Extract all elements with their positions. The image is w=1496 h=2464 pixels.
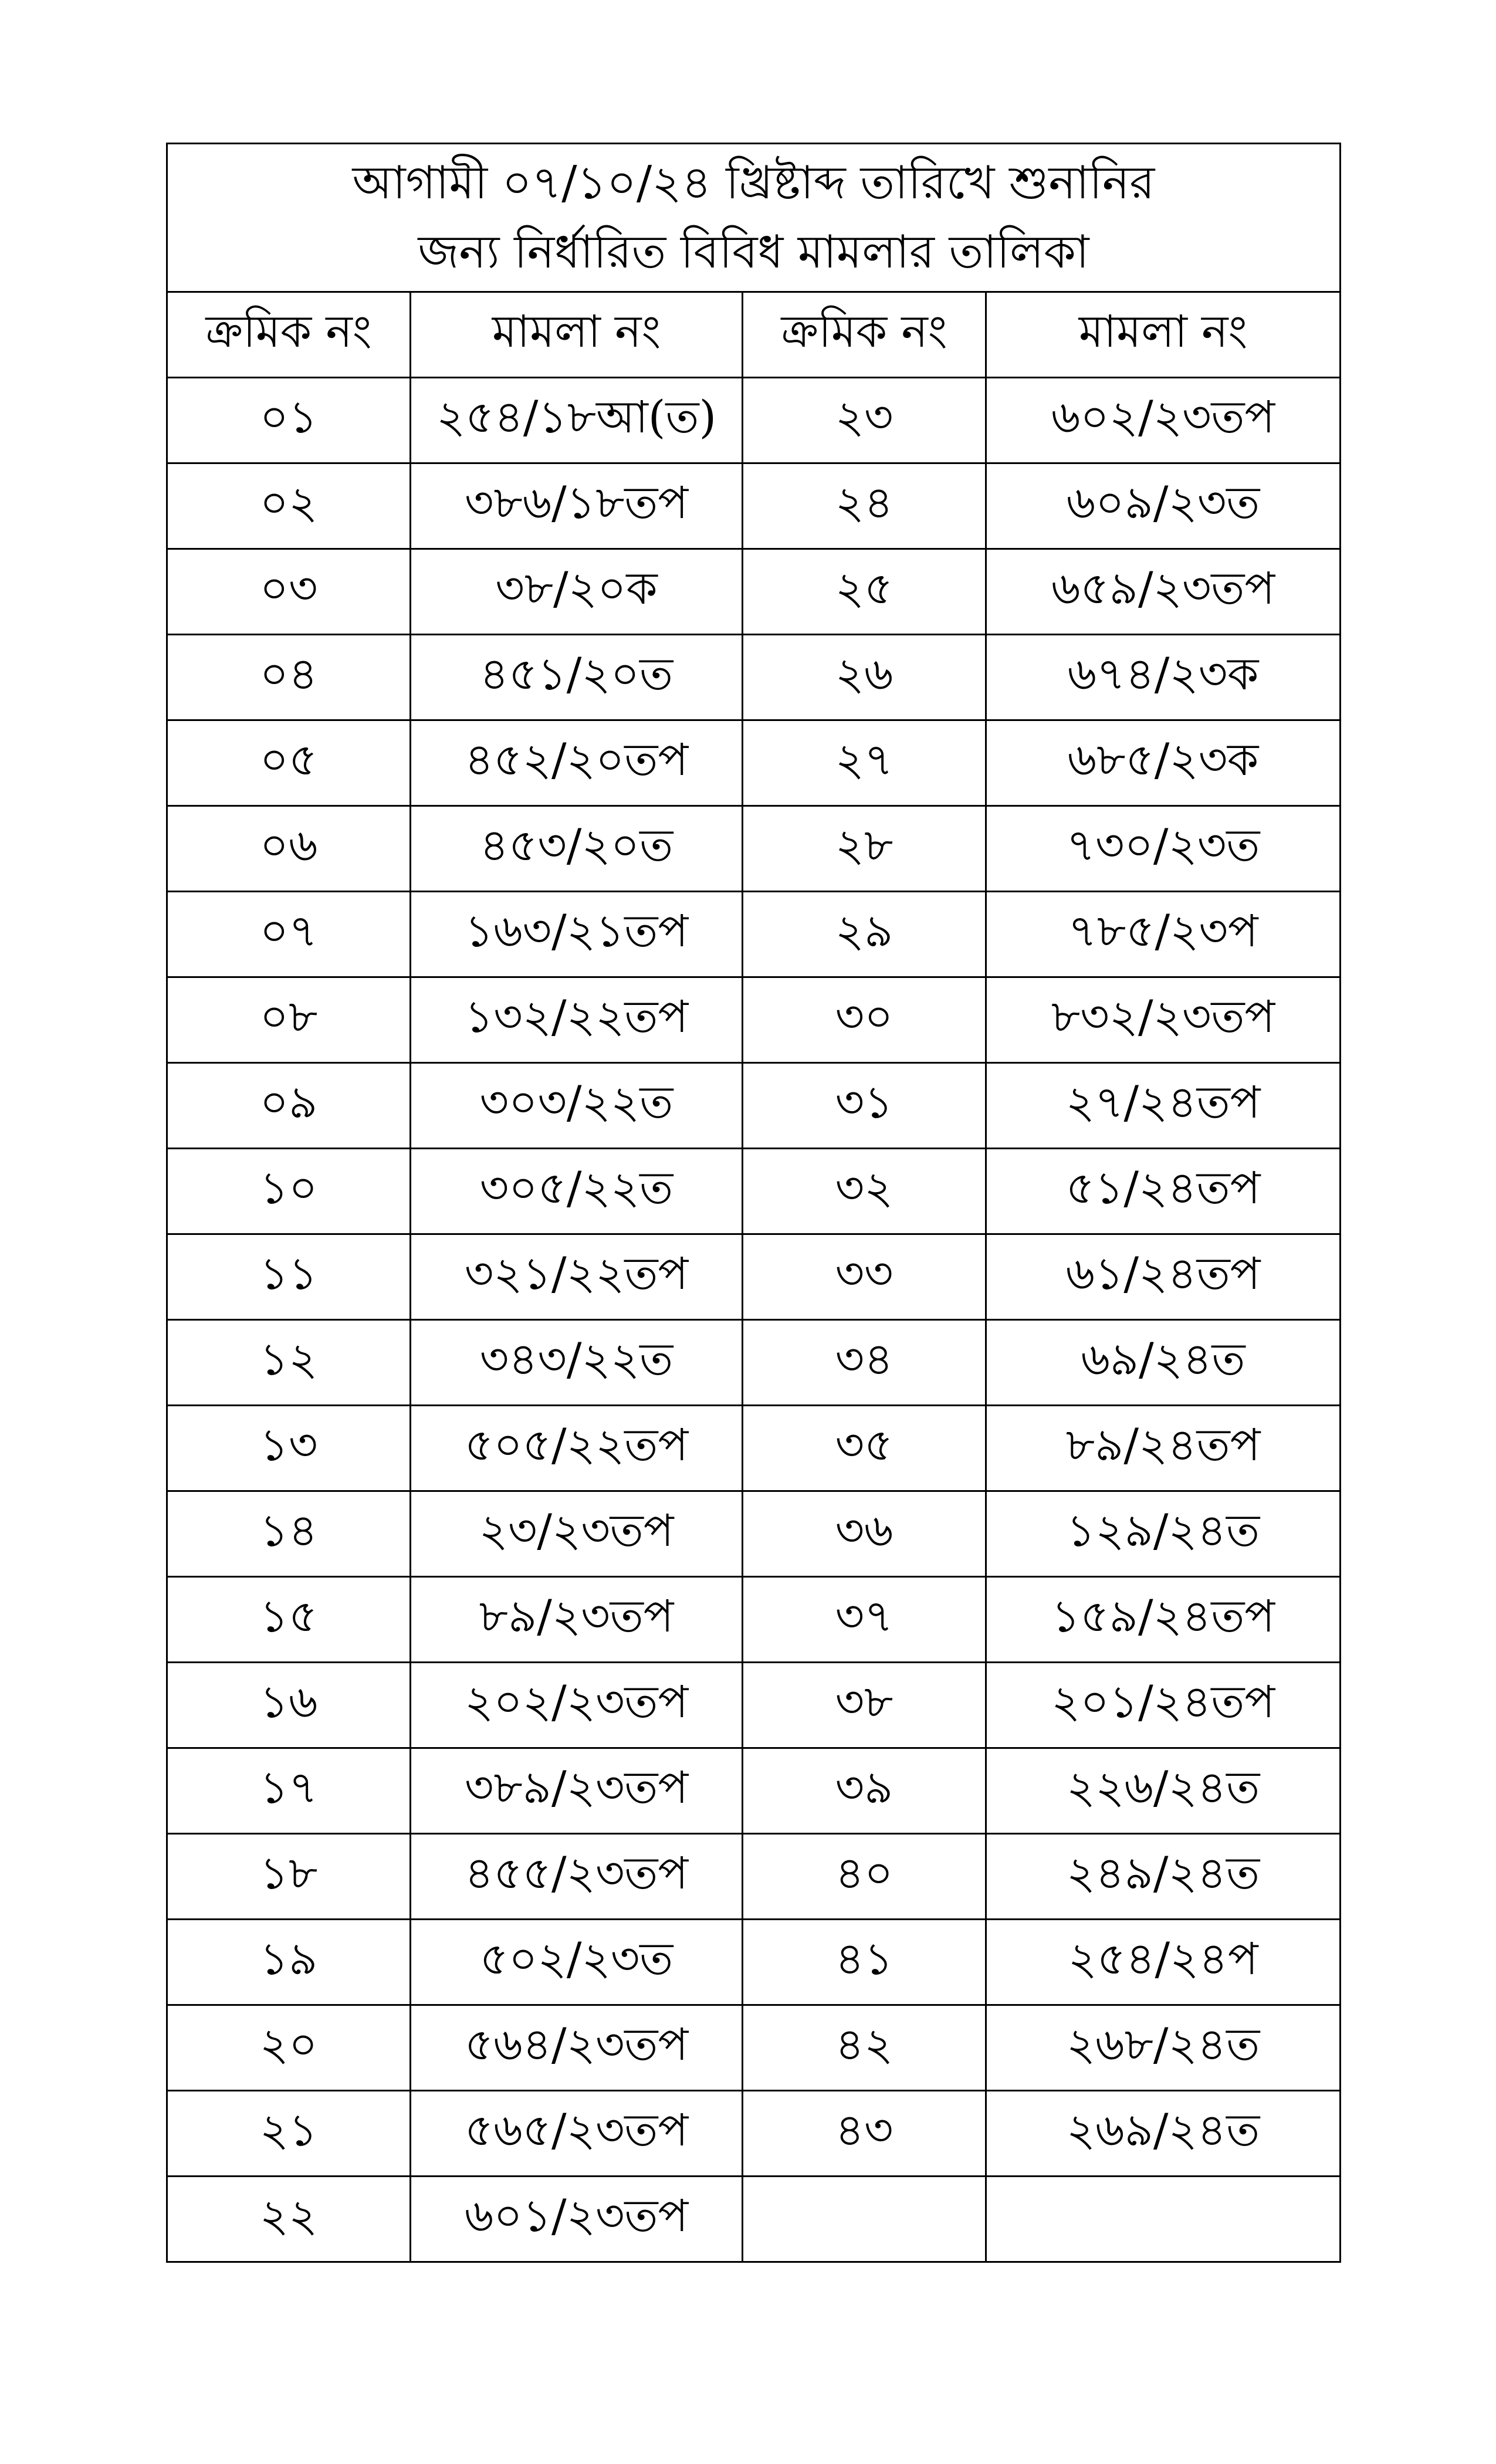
serial-cell-right: ৩৬ (743, 1491, 986, 1577)
case-cell-right: ৭৮৫/২৩প (986, 892, 1341, 977)
serial-cell-left: ০৮ (167, 977, 411, 1063)
case-cell-right: ১৫৯/২৪তপ (986, 1577, 1341, 1663)
serial-cell-left: ০৭ (167, 892, 411, 977)
table-row (167, 1834, 1341, 1920)
case-cell-right: ৬১/২৪তপ (986, 1234, 1341, 1320)
serial-cell-right (743, 2177, 986, 2262)
table-row (167, 1406, 1341, 1491)
case-cell-right: ২৭/২৪তপ (986, 1063, 1341, 1149)
serial-cell-left: ০৩ (167, 549, 411, 635)
table-row (167, 463, 1341, 549)
serial-cell-right: ৩৫ (743, 1406, 986, 1491)
serial-cell-left: ২১ (167, 2091, 411, 2177)
table-row (167, 1320, 1341, 1406)
serial-cell-right: ৩৪ (743, 1320, 986, 1406)
case-cell-left: ৪৫২/২০তপ (411, 720, 743, 806)
header-serial-left: ক্রমিক নং (167, 292, 411, 378)
table-row (167, 549, 1341, 635)
case-cell-left: ১৩২/২২তপ (411, 977, 743, 1063)
table-row (167, 977, 1341, 1063)
serial-cell-right: ৩১ (743, 1063, 986, 1149)
case-cell-right: ২৬৮/২৪ত (986, 2005, 1341, 2091)
case-cell-left: ৪৫৫/২৩তপ (411, 1834, 743, 1920)
serial-cell-left: ১২ (167, 1320, 411, 1406)
serial-cell-right: ৩২ (743, 1149, 986, 1234)
table-row (167, 378, 1341, 463)
case-cell-left: ৩০৩/২২ত (411, 1063, 743, 1149)
serial-cell-right: ৪৩ (743, 2091, 986, 2177)
case-cell-right: ২০১/২৪তপ (986, 1663, 1341, 1748)
table-row (167, 1577, 1341, 1663)
case-cell-right: ৬৯/২৪ত (986, 1320, 1341, 1406)
serial-cell-right: ২৭ (743, 720, 986, 806)
serial-cell-left: ০৯ (167, 1063, 411, 1149)
case-cell-left: ৩০৫/২২ত (411, 1149, 743, 1234)
serial-cell-right: ২৬ (743, 635, 986, 720)
case-cell-left: ২০২/২৩তপ (411, 1663, 743, 1748)
serial-cell-right: ২৯ (743, 892, 986, 977)
case-cell-left: ৩৮৯/২৩তপ (411, 1748, 743, 1834)
case-cell-left: ৫৬৪/২৩তপ (411, 2005, 743, 2091)
serial-cell-left: ১৯ (167, 1920, 411, 2005)
table-row (167, 2177, 1341, 2262)
table-title (167, 144, 1341, 292)
serial-cell-right: ৪১ (743, 1920, 986, 2005)
serial-cell-right: ২৮ (743, 806, 986, 892)
serial-cell-left: ২০ (167, 2005, 411, 2091)
hearing-list-sheet (166, 143, 1339, 2263)
table-row (167, 806, 1341, 892)
table-row (167, 1663, 1341, 1748)
serial-cell-right: ২৪ (743, 463, 986, 549)
column-header-row (167, 292, 1341, 378)
case-cell-left: ৮৯/২৩তপ (411, 1577, 743, 1663)
case-cell-right: ২৪৯/২৪ত (986, 1834, 1341, 1920)
case-cell-left: ২৫৪/১৮আ(ত) (411, 378, 743, 463)
serial-cell-left: ০২ (167, 463, 411, 549)
case-cell-right (986, 2177, 1341, 2262)
case-cell-right: ৭৩০/২৩ত (986, 806, 1341, 892)
title-line-1: আগামী ০৭/১০/২৪ খ্রিষ্টাব্দ তারিখে শুনানির (352, 157, 1155, 209)
serial-cell-left: ১৪ (167, 1491, 411, 1577)
serial-cell-right: ৩৮ (743, 1663, 986, 1748)
table-row (167, 1920, 1341, 2005)
case-cell-right: ৬৭৪/২৩ক (986, 635, 1341, 720)
case-cell-right: ৮৯/২৪তপ (986, 1406, 1341, 1491)
case-cell-left: ৪৫৩/২০ত (411, 806, 743, 892)
table-row (167, 892, 1341, 977)
header-case-left: মামলা নং (411, 292, 743, 378)
serial-cell-right: ৩৭ (743, 1577, 986, 1663)
table-row (167, 1234, 1341, 1320)
serial-cell-left: ১০ (167, 1149, 411, 1234)
case-cell-left: ৩২১/২২তপ (411, 1234, 743, 1320)
title-row (167, 144, 1341, 292)
serial-cell-left: ০৬ (167, 806, 411, 892)
case-cell-right: ৬৮৫/২৩ক (986, 720, 1341, 806)
serial-cell-right: ৩৯ (743, 1748, 986, 1834)
title-line-2: জন্য নির্ধারিত বিবিধ মামলার তালিকা (418, 226, 1089, 279)
serial-cell-left: ১৩ (167, 1406, 411, 1491)
case-cell-right: ৬০২/২৩তপ (986, 378, 1341, 463)
case-cell-right: ৬৫৯/২৩তপ (986, 549, 1341, 635)
table-row (167, 2005, 1341, 2091)
table-row (167, 2091, 1341, 2177)
header-serial-right: ক্রমিক নং (743, 292, 986, 378)
serial-cell-right: ২৫ (743, 549, 986, 635)
case-cell-left: ৩৮৬/১৮তপ (411, 463, 743, 549)
serial-cell-right: ৪০ (743, 1834, 986, 1920)
case-cell-left: ৩৪৩/২২ত (411, 1320, 743, 1406)
case-list-table (166, 143, 1341, 2263)
serial-cell-right: ২৩ (743, 378, 986, 463)
case-cell-left: ৩৮/২০ক (411, 549, 743, 635)
case-cell-right: ২৫৪/২৪প (986, 1920, 1341, 2005)
case-cell-right: ৮৩২/২৩তপ (986, 977, 1341, 1063)
serial-cell-right: ৩৩ (743, 1234, 986, 1320)
serial-cell-left: ১১ (167, 1234, 411, 1320)
case-cell-left: ৪৫১/২০ত (411, 635, 743, 720)
header-case-right: মামলা নং (986, 292, 1341, 378)
serial-cell-left: ০৫ (167, 720, 411, 806)
serial-cell-left: ১৬ (167, 1663, 411, 1748)
case-cell-right: ২৬৯/২৪ত (986, 2091, 1341, 2177)
case-cell-right: ৫১/২৪তপ (986, 1149, 1341, 1234)
case-cell-right: ৬০৯/২৩ত (986, 463, 1341, 549)
serial-cell-right: ৩০ (743, 977, 986, 1063)
serial-cell-left: ১৭ (167, 1748, 411, 1834)
case-cell-left: ৫০৫/২২তপ (411, 1406, 743, 1491)
case-cell-left: ২৩/২৩তপ (411, 1491, 743, 1577)
table-row (167, 1149, 1341, 1234)
case-rows (167, 378, 1341, 2262)
serial-cell-left: ১৫ (167, 1577, 411, 1663)
table-row (167, 720, 1341, 806)
serial-cell-left: ২২ (167, 2177, 411, 2262)
serial-cell-left: ১৮ (167, 1834, 411, 1920)
table-row (167, 1491, 1341, 1577)
table-row (167, 1063, 1341, 1149)
table-row (167, 1748, 1341, 1834)
case-cell-right: ২২৬/২৪ত (986, 1748, 1341, 1834)
case-cell-right: ১২৯/২৪ত (986, 1491, 1341, 1577)
case-cell-left: ৫৬৫/২৩তপ (411, 2091, 743, 2177)
serial-cell-right: ৪২ (743, 2005, 986, 2091)
table-row (167, 635, 1341, 720)
case-cell-left: ৬০১/২৩তপ (411, 2177, 743, 2262)
case-cell-left: ৫০২/২৩ত (411, 1920, 743, 2005)
serial-cell-left: ০৪ (167, 635, 411, 720)
serial-cell-left: ০১ (167, 378, 411, 463)
case-cell-left: ১৬৩/২১তপ (411, 892, 743, 977)
